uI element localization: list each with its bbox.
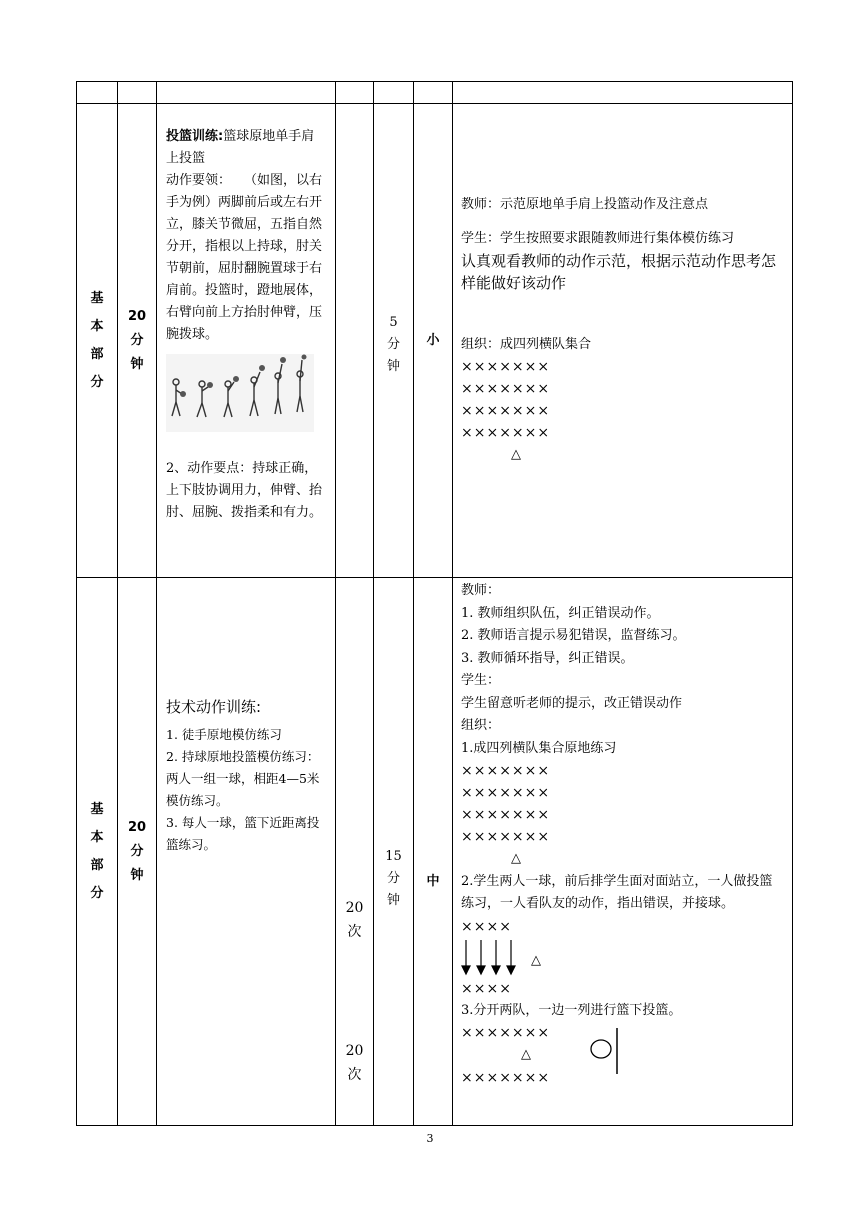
split-drill-text: 3.分开两队，一边一列进行篮下投篮。 — [461, 1002, 682, 1018]
key-points: 2、动作要点：持球正确，上下肢协调用力，伸臂、抬肘、屈腕、拨指柔和有力。 — [166, 461, 323, 520]
time-label: 20 分 钟 — [118, 578, 157, 1126]
page-number: 3 — [426, 1132, 434, 1145]
minutes-cell: 5 分 钟 — [374, 104, 414, 578]
basket-diagram — [461, 1022, 784, 1086]
list-item: 2. 持球原地投篮模仿练习：两人一组一球，相距4—5米模仿练习。 — [166, 749, 320, 808]
formation-row: ××××××× — [461, 1025, 551, 1041]
list-item: 3. 每人一球，篮下近距离投篮练习。 — [166, 815, 320, 852]
teacher-instruction: 教师：示范原地单手肩上投篮动作及注意点 — [461, 197, 709, 212]
intensity-cell: 中 — [414, 578, 453, 1126]
minutes-cell: 15 分 钟 — [374, 578, 414, 1126]
section-label: 基 本 部 分 — [77, 578, 118, 1126]
organization-cell — [453, 104, 793, 578]
reps-cell: 20 次 20 次 — [336, 578, 374, 1126]
formation-row: ××××××× — [461, 381, 551, 397]
org-line: 2. 教师语言提示易犯错误，监督练习。 — [461, 628, 686, 643]
basket-icon — [589, 1024, 629, 1078]
organization-cell — [453, 578, 793, 1126]
org-line: 1. 教师组织队伍，纠正错误动作。 — [461, 605, 660, 621]
formation-row: ×××× — [461, 980, 512, 997]
formation-row: ××××××× — [461, 359, 551, 375]
reps-cell — [336, 104, 374, 578]
table-row — [77, 104, 793, 578]
drill-title: 技术动作训练: — [166, 698, 262, 716]
formation-row: ××××××× — [461, 763, 551, 779]
teacher-position-mark: △ — [511, 851, 521, 866]
teacher-position-mark: △ — [531, 952, 541, 968]
intensity-cell: 小 — [414, 104, 453, 578]
section-label: 基 本 部 分 — [77, 104, 118, 578]
formation-row: ××××××× — [461, 425, 551, 441]
table-row — [77, 578, 793, 1126]
lesson-plan-table — [76, 81, 793, 1126]
formation-row: ××××××× — [461, 403, 551, 419]
teacher-position-mark: △ — [521, 1047, 531, 1062]
content-cell — [157, 578, 336, 1126]
list-item: 1. 徒手原地模仿练习 — [166, 727, 282, 742]
org-line: 1.成四列横队集合原地练习 — [461, 740, 617, 756]
teacher-position-mark: △ — [511, 447, 521, 462]
drill-description: 动作要领： （如图，以右手为例）两脚前后或左右开立，膝关节微屈，五指自然分开，指根以上持球，肘关节朝前，屈肘翻腕置球于右肩前。投篮时，蹬地展体，右臂向前上方抬肘伸臂，压腕拨球。 — [166, 173, 323, 342]
content-cell — [157, 104, 336, 578]
shooting-sequence-image — [166, 354, 327, 440]
organization-text: 组织：成四列横队集合 — [461, 337, 592, 352]
org-line: 学生留意听老师的提示，改正错误动作 — [461, 695, 683, 711]
org-line: 3. 教师循环指导，纠正错误。 — [461, 650, 634, 666]
formation-row: ××××××× — [461, 829, 551, 845]
org-line: 组织： — [461, 718, 501, 733]
header-row — [77, 82, 793, 104]
org-line: 教师： — [461, 583, 501, 598]
formation-row: ××××××× — [461, 1069, 551, 1086]
pair-drill-text: 2.学生两人一球，前后排学生面对面站立，一人做投篮练习，一人看队友的动作，指出错误，并接球。 — [461, 873, 773, 911]
pass-arrows-diagram — [461, 938, 784, 978]
student-instruction: 学生：学生按照要求跟随教师进行集体模仿练习 — [461, 231, 735, 246]
org-line: 学生： — [461, 673, 501, 688]
time-label: 20 分 钟 — [118, 104, 157, 578]
formation-row: ×××× — [461, 918, 512, 935]
student-instruction-detail: 认真观看教师的动作示范，根据示范动作思考怎样能做好该动作 — [461, 252, 777, 292]
drill-title: 投篮训练:篮球原地单手肩上投篮 — [166, 129, 315, 166]
formation-row: ××××××× — [461, 807, 551, 823]
formation-row: ××××××× — [461, 785, 551, 801]
